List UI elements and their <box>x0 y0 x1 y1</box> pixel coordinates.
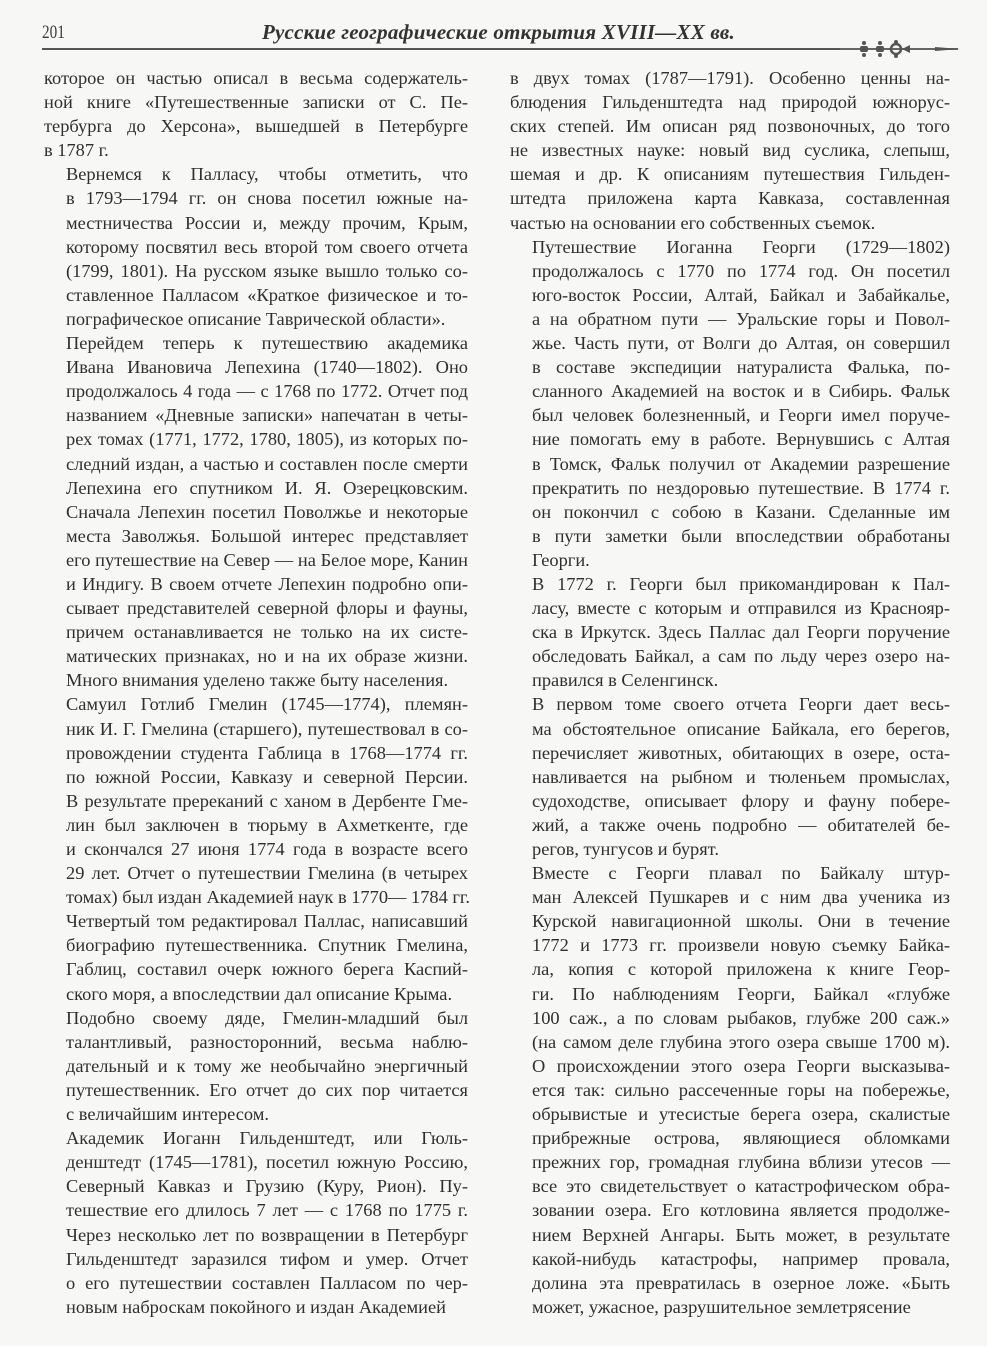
text-line: тешествие его длилось 7 лет — с 1768 по 1775 г. <box>66 1200 468 1221</box>
text-line: которое он частью описал в весьма содержатель- <box>44 68 468 88</box>
text-line: Четвертый том редактировал Паллас, написавший <box>66 911 468 932</box>
running-title: Русские географические открытия XVIII—XX вв. <box>262 20 735 44</box>
text-line: был человек болезненный, и Георги имел поруче- <box>532 405 950 426</box>
text-line: сланного Академией на восток и в Сибирь. Фальк <box>532 381 950 402</box>
text-line: частью на основании его собственных съемок. <box>510 212 876 233</box>
text-line: и Индигу. В своем отчете Лепехин подробно опи- <box>66 573 468 594</box>
text-line: ласу, вместе с которым и отправился из Краснояр- <box>532 598 950 619</box>
text-line: Северный Кавказ и Грузию (Куру, Рион). Пу- <box>66 1176 468 1197</box>
text-line: Вместе с Георги плавал по Байкалу штур- <box>532 863 950 884</box>
text-line: ского моря, а впоследствии дал описание Крыма. <box>66 983 453 1004</box>
text-line: О происхождении этого озера Георги высказыва- <box>532 1055 950 1076</box>
text-line: ман Алексей Пушкарев и с ним два ученика из <box>532 887 950 908</box>
text-line: Самуил Готлиб Гмелин (1745—1774), племян- <box>66 694 468 715</box>
text-line: новым наброскам покойного и издан Академией <box>66 1296 447 1317</box>
text-line: Лепехина его спутником И. Я. Озерецковским. <box>66 477 468 498</box>
text-line: Через несколько лет по возвращении в Петербург <box>66 1224 468 1245</box>
text-line: он покончил с собою в Казани. Сделанные им <box>532 501 950 522</box>
text-line: нием Верхней Ангары. Быть может, в результате <box>532 1224 950 1245</box>
text-line: с величайшим интересом. <box>66 1104 269 1125</box>
text-line: перечисляет животных, обитающих в озере, оста- <box>532 742 950 763</box>
paragraph <box>44 66 468 162</box>
paragraph <box>44 331 468 692</box>
text-line: Георги. <box>532 549 590 570</box>
text-line: обследовать Байкал, а сам по льду через озеро на- <box>532 646 950 667</box>
text-line: а на обратном пути — Уральские горы и Повол- <box>532 308 950 329</box>
text-line: о его путешествии составлен Палласом по чер- <box>66 1272 468 1293</box>
text-line: лин был заключен в тюрьму в Ахметкенте, где <box>66 814 468 835</box>
text-line: продолжалось 4 года — с 1768 по 1772. Отчет под <box>66 381 468 402</box>
text-line: правился в Селенгинск. <box>532 670 719 691</box>
paragraph <box>510 66 950 235</box>
text-line: не известных науке: новый вид суслика, слепыш, <box>510 140 950 161</box>
text-line: Путешествие Иоганна Георги (1729—1802) <box>532 236 950 257</box>
text-line: места Заволжья. Большой интерес представляет <box>66 525 468 546</box>
text-line: в Томск, Фальк получил от Академии разрешение <box>532 453 950 474</box>
text-line: в пути заметки были впоследствии обработаны <box>532 525 950 546</box>
text-line: дательный и к тому же необычайно энергичный <box>66 1055 468 1076</box>
text-line: рех томах (1771, 1772, 1780, 1805), из которых по- <box>66 429 468 450</box>
text-line: и скончался 27 июня 1774 года в возрасте всего <box>66 839 468 859</box>
text-line: пографическое описание Таврической области». <box>66 308 446 329</box>
text-line: следний издан, а частью и составлен после смерти <box>66 453 468 474</box>
right-column <box>510 66 950 1319</box>
text-line: ник И. Г. Гмелина (старшего), путешествовал в со- <box>66 718 468 739</box>
text-line: по южной России, Кавказу и северной Персии. <box>66 766 468 787</box>
text-line: (на самом деле глубина этого озера свыше 1700 м). <box>532 1031 950 1052</box>
text-line: регов, тунгусов и бурят. <box>532 839 719 859</box>
text-line: шемая и др. К описаниям путешествия Гильден- <box>510 164 950 185</box>
text-line: жий, а также очень подробно — обитателей бе- <box>532 814 950 835</box>
text-line: прежних гор, громадная глубина вблизи утесов — <box>532 1152 950 1173</box>
text-line: матических признаках, но и на их образе жизни. <box>66 646 468 667</box>
text-line: Гильденштедт заразился тифом и умер. Отчет <box>66 1248 468 1269</box>
text-line: местничества России и, между прочим, Крым, <box>66 212 468 233</box>
text-line: названием «Дневные записки» напечатан в четы- <box>66 405 468 426</box>
text-line: ма обстоятельное описание Байкала, его берегов, <box>532 718 950 739</box>
text-line: Перейдем теперь к путешествию академика <box>66 333 468 354</box>
text-line: Академик Иоганн Гильденштедт, или Гюль- <box>66 1128 468 1149</box>
text-line: его путешествие на Север — на Белое море, Канин <box>66 549 468 570</box>
page-header <box>0 0 987 60</box>
text-line: сывает представителей северной флоры и фауны, <box>66 598 468 619</box>
text-line: 100 саж., а по словам рыбаков, глубже 200 саж.» <box>532 1007 950 1028</box>
text-line: зовании озера. Его котловина является продолже- <box>532 1200 950 1221</box>
left-column <box>44 66 468 1319</box>
text-line: Сначала Лепехин посетил Поволжье и некоторые <box>66 501 468 522</box>
page-number: 201 <box>42 22 65 43</box>
paragraph <box>510 235 950 572</box>
text-line: в 1787 г. <box>44 140 109 161</box>
text-line: ских степей. Им описан ряд позвоночных, до того <box>510 116 950 137</box>
text-line: Ивана Ивановича Лепехина (1740—1802). Оно <box>66 357 468 378</box>
text-line: провождении студента Габлица в 1768—1774 гг. <box>66 742 468 763</box>
text-line: путешественник. Его отчет до сих пор читается <box>66 1079 468 1100</box>
text-line: Подобно своему дяде, Гмелин-младший был <box>66 1007 468 1028</box>
text-line: причем останавливается не только на их систе- <box>66 622 468 643</box>
text-line: тербурга до Херсона», вышедшей в Петербурге <box>44 116 468 137</box>
paragraph <box>44 1126 468 1319</box>
text-line: жье. Часть пути, от Волги до Алтая, он совершил <box>532 333 950 354</box>
decorative-ornament-icon <box>840 38 960 58</box>
text-line: ска в Иркутск. Здесь Паллас дал Георги поручение <box>532 622 950 643</box>
text-line: долина эта превратилась в озерное ложе. «Быть <box>532 1272 950 1293</box>
text-line: в двух томах (1787—1791). Особенно ценны на- <box>510 68 950 88</box>
text-line: талантливый, разносторонний, весьма наблю- <box>66 1031 468 1052</box>
text-line: все это свидетельствует о катастрофическом обра- <box>532 1176 950 1197</box>
text-line: В 1772 г. Георги был прикомандирован к Пал- <box>532 573 950 594</box>
paragraph <box>44 1006 468 1126</box>
text-line: в составе экспедиции натуралиста Фалька, по- <box>532 357 950 378</box>
text-line: ние помогать ему в работе. Вернувшись с Алтая <box>532 429 950 450</box>
text-line: биографию путешественника. Спутник Гмелина, <box>66 935 468 956</box>
text-line: ла, копия с которой приложена к книге Геор- <box>532 959 950 980</box>
text-line: ги. По наблюдениям Георги, Байкал «глубже <box>532 983 950 1004</box>
text-line: в 1793—1794 гг. он снова посетил южные на- <box>66 188 468 209</box>
text-line: навливается на рыбном и тюленьем промыслах, <box>532 766 950 787</box>
paragraph <box>510 572 950 692</box>
text-line: ется так: сильно рассеченные горы на побережье, <box>532 1079 950 1100</box>
text-line: может, ужасное, разрушительное землетрясение <box>532 1296 911 1317</box>
text-line: которому посвятил весь второй том своего отчета <box>66 236 468 257</box>
header-rule <box>42 48 842 50</box>
paragraph <box>510 861 950 1319</box>
text-line: юго-восток России, Алтай, Байкал и Забайкалье, <box>532 284 950 305</box>
paragraph <box>510 692 950 861</box>
text-line: обрывистые и утесистые берега озера, скалистые <box>532 1104 950 1125</box>
text-line: блюдения Гильденштедта над природой южнорус- <box>510 92 950 113</box>
text-line: Габлиц, составил очерк южного берега Каспий- <box>66 959 468 980</box>
paragraph <box>44 692 468 1005</box>
text-line: В первом томе своего отчета Георги дает весь- <box>532 694 950 715</box>
text-line: какой-нибудь катастрофы, например провала, <box>532 1248 950 1269</box>
text-line: прибрежные острова, являющиеся обломками <box>532 1128 950 1149</box>
text-line: (1799, 1801). На русском языке вышло только со- <box>66 260 468 281</box>
text-line: прекратить по нездоровью путешествие. В 1774 г. <box>532 477 950 498</box>
paragraph <box>44 162 468 331</box>
text-line: судоходстве, описывает флору и фауну побере- <box>532 790 950 811</box>
text-line: томах) был издан Академией наук в 1770— 1784 гг. <box>66 887 470 908</box>
text-line: ной книге «Путешественные записки от С. Пе- <box>44 92 468 113</box>
text-line: ставленное Палласом «Краткое физическое и то- <box>66 284 468 305</box>
text-line: В результате пререканий с ханом в Дербенте Гме- <box>66 790 468 811</box>
text-line: Много внимания уделено также быту населения. <box>66 670 449 691</box>
text-line: денштедт (1745—1781), посетил южную Россию, <box>66 1152 468 1173</box>
text-line: 1772 и 1773 гг. произвели новую съемку Байка- <box>532 935 950 956</box>
text-line: Курской навигационной школы. Они в течение <box>532 911 950 932</box>
text-line: 29 лет. Отчет о путешествии Гмелина (в четырех <box>66 863 468 884</box>
text-line: продолжалось с 1770 по 1774 год. Он посетил <box>532 260 950 281</box>
text-line: штедта приложена карта Кавказа, составленная <box>510 188 950 209</box>
text-line: Вернемся к Палласу, чтобы отметить, что <box>66 164 468 185</box>
